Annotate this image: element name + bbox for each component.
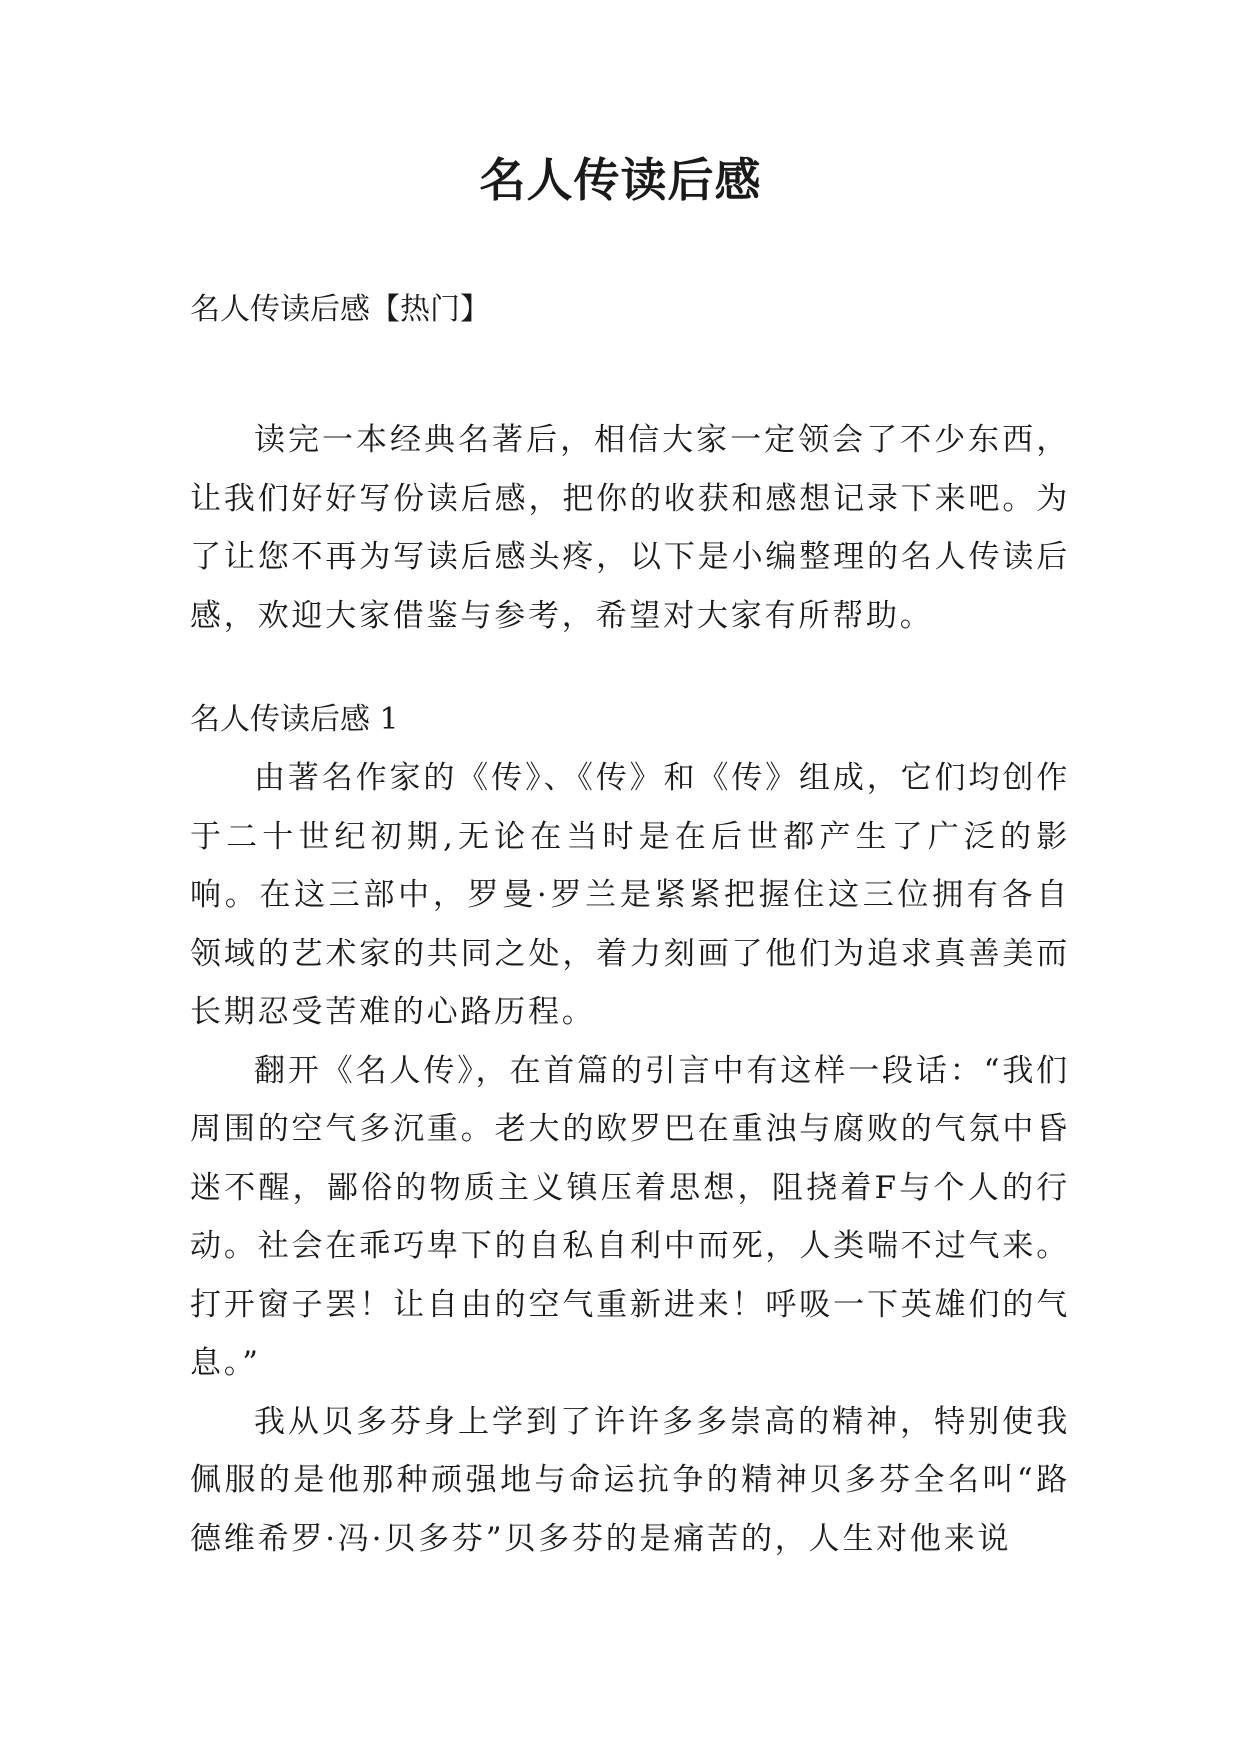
section-paragraph: 翻开《名人传》，在首篇的引言中有这样一段话：“我们周围的空气多沉重。老大的欧罗巴在重浊与腐败的气氛中昏迷不醒，鄙俗的物质主义镇压着思想，阻挠着F与个人的行动。社会在乖巧卑下的自私自利中而死，人类喘不过气来。打开窗子罢！让自由的空气重新进来！呼吸一下英雄们的气息。”: [190, 1052, 1070, 1381]
document-title: 名人传读后感: [479, 153, 762, 207]
section-paragraph: 我从贝多芬身上学到了许许多多崇高的精神，特别使我佩服的是他那种顽强地与命运抗争的精神贝多芬全名叫“路德维希罗·冯·贝多芬”贝多芬的是痛苦的，人生对他来说: [190, 1403, 1070, 1557]
section-heading: 名人传读后感 1: [190, 702, 399, 737]
section-paragraph: 由著名作家的《传》、《传》和《传》组成，它们均创作于二十世纪初期,无论在当时是在后世都产生了广泛的影响。在这三部中，罗曼·罗兰是紧紧把握住这三位拥有各自领域的艺术家的共同之处，着力刻画了他们为追求真善美而长期忍受苦难的心路历程。: [190, 760, 1070, 1030]
document-subtitle: 名人传读后感【热门】: [190, 292, 490, 327]
intro-block: [190, 411, 1070, 645]
section-body: [190, 749, 1070, 1568]
intro-paragraph: 读完一本经典名著后，相信大家一定领会了不少东西，让我们好好写份读后感，把你的收获和感想记录下来吧。为了让您不再为写读后感头疼，以下是小编整理的名人传读后感，欢迎大家借鉴与参考，希望对大家有所帮助。: [190, 422, 1070, 634]
